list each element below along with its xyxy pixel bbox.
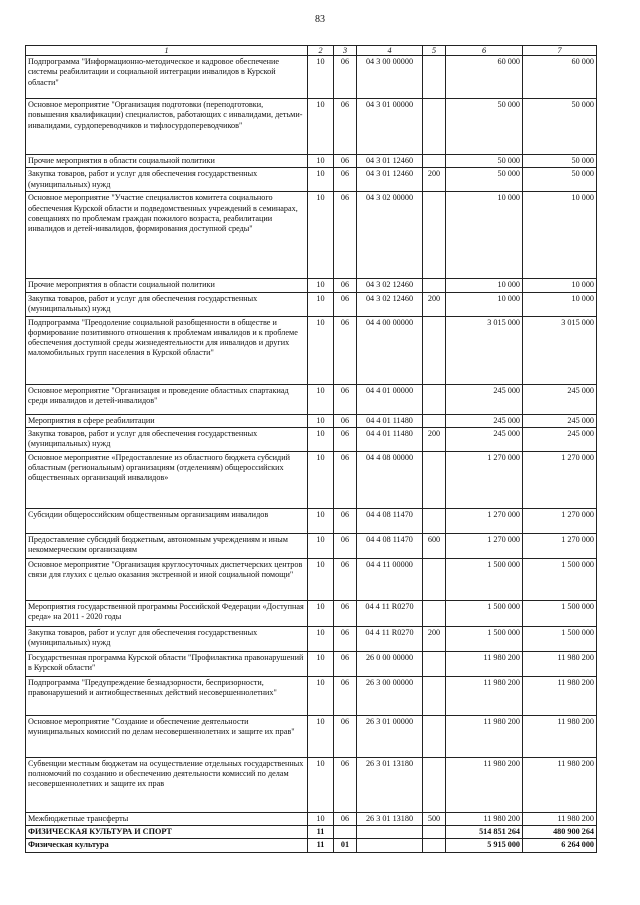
cell-name: Прочие мероприятия в области социальной политики [26, 279, 308, 292]
cell-section: 10 [308, 56, 334, 99]
cell-amount-year2: 1 500 000 [523, 626, 597, 651]
table-row [26, 155, 597, 168]
cell-target-article: 04 4 01 00000 [357, 384, 423, 414]
cell-name: Субвенции местным бюджетам на осуществление отдельных государственных полномочий по созданию и обеспечению деятельности комиссий по делам несовершеннолетних и защите их прав [26, 757, 308, 812]
cell-name: Подпрограмма "Информационно-методическое и кадровое обеспечение системы реабилитации и социальной интеграции инвалидов в Курской области" [26, 56, 308, 99]
cell-target-article: 04 3 02 12460 [357, 279, 423, 292]
cell-amount-year2: 60 000 [523, 56, 597, 99]
cell-amount-year2: 1 500 000 [523, 558, 597, 600]
cell-amount-year1: 10 000 [446, 192, 523, 279]
cell-expense-type [423, 279, 446, 292]
cell-amount-year1: 245 000 [446, 414, 523, 427]
cell-amount-year2: 1 500 000 [523, 600, 597, 626]
cell-amount-year2: 1 270 000 [523, 533, 597, 558]
header-cell-vr: 5 [423, 46, 446, 56]
table-body [26, 56, 597, 853]
cell-expense-type [423, 600, 446, 626]
cell-target-article: 04 3 02 00000 [357, 192, 423, 279]
cell-expense-type [423, 676, 446, 715]
cell-expense-type [423, 451, 446, 508]
cell-subsection: 06 [334, 155, 357, 168]
cell-name: Основное мероприятие «Предоставление из областного бюджета субсидий областным (региональным) организациям (отделениям) общероссийских общественных организаций инвалидов» [26, 451, 308, 508]
cell-subsection: 06 [334, 414, 357, 427]
cell-amount-year2: 11 980 200 [523, 812, 597, 825]
cell-target-article: 04 3 01 12460 [357, 155, 423, 168]
cell-amount-year1: 514 851 264 [446, 826, 523, 839]
table-row [26, 168, 597, 192]
table-row [26, 56, 597, 99]
cell-amount-year1: 11 980 200 [446, 651, 523, 676]
cell-amount-year1: 11 980 200 [446, 676, 523, 715]
cell-section: 10 [308, 414, 334, 427]
cell-amount-year2: 480 900 264 [523, 826, 597, 839]
cell-subsection: 06 [334, 279, 357, 292]
cell-section: 11 [308, 839, 334, 852]
cell-section: 10 [308, 192, 334, 279]
cell-name: Закупка товаров, работ и услуг для обеспечения государственных (муниципальных) нужд [26, 626, 308, 651]
cell-amount-year1: 3 015 000 [446, 316, 523, 384]
cell-section: 10 [308, 279, 334, 292]
cell-section: 10 [308, 508, 334, 533]
cell-expense-type: 200 [423, 427, 446, 451]
cell-target-article: 26 3 01 00000 [357, 715, 423, 757]
cell-section: 10 [308, 533, 334, 558]
cell-section: 10 [308, 451, 334, 508]
cell-subsection [334, 826, 357, 839]
cell-section: 10 [308, 651, 334, 676]
cell-expense-type [423, 316, 446, 384]
cell-amount-year1: 11 980 200 [446, 715, 523, 757]
cell-target-article [357, 826, 423, 839]
table-row [26, 99, 597, 155]
header-cell-csr: 4 [357, 46, 423, 56]
cell-subsection: 06 [334, 99, 357, 155]
header-cell-sum1: 6 [446, 46, 523, 56]
cell-name: Закупка товаров, работ и услуг для обеспечения государственных (муниципальных) нужд [26, 292, 308, 316]
cell-section: 10 [308, 292, 334, 316]
cell-subsection: 06 [334, 715, 357, 757]
budget-table [25, 45, 597, 853]
cell-section: 10 [308, 384, 334, 414]
cell-subsection: 06 [334, 676, 357, 715]
header-cell-rz: 2 [308, 46, 334, 56]
cell-section: 10 [308, 757, 334, 812]
cell-expense-type [423, 826, 446, 839]
cell-name: Государственная программа Курской области "Профилактика правонарушений в Курской области" [26, 651, 308, 676]
cell-name: Закупка товаров, работ и услуг для обеспечения государственных (муниципальных) нужд [26, 427, 308, 451]
cell-section: 10 [308, 558, 334, 600]
table-row [26, 414, 597, 427]
table-row [26, 533, 597, 558]
table-row [26, 826, 597, 839]
table-row [26, 715, 597, 757]
cell-target-article: 04 4 08 00000 [357, 451, 423, 508]
cell-subsection: 06 [334, 651, 357, 676]
cell-amount-year2: 245 000 [523, 427, 597, 451]
cell-expense-type [423, 384, 446, 414]
cell-name: Основное мероприятие "Участие специалистов комитета социального обеспечения Курской области и подведомственных учреждений в семинарах, совещаниях по проблемам граждан пожилого возраста, реабилитации инвалидов и детей-инвалидов, формирования доступной среды" [26, 192, 308, 279]
table-row [26, 600, 597, 626]
cell-target-article: 04 3 01 12460 [357, 168, 423, 192]
cell-name: Физическая культура [26, 839, 308, 852]
cell-subsection: 06 [334, 508, 357, 533]
cell-name: Основное мероприятие "Организация подготовки (переподготовки, повышения квалификации) специалистов, работающих с инвалидами, детьми-инвалидами, сурдопереводчиков и тифлосурдопереводчиков" [26, 99, 308, 155]
cell-expense-type [423, 99, 446, 155]
cell-amount-year1: 60 000 [446, 56, 523, 99]
cell-target-article: 04 4 08 11470 [357, 533, 423, 558]
cell-subsection: 06 [334, 757, 357, 812]
cell-amount-year2: 245 000 [523, 414, 597, 427]
cell-subsection: 06 [334, 812, 357, 825]
cell-expense-type [423, 715, 446, 757]
cell-subsection: 01 [334, 839, 357, 852]
cell-section: 10 [308, 600, 334, 626]
cell-name: Подпрограмма "Предупреждение безнадзорности, беспризорности, правонарушений и антиобщественных действий несовершеннолетних" [26, 676, 308, 715]
cell-expense-type: 600 [423, 533, 446, 558]
table-row [26, 384, 597, 414]
cell-amount-year2: 1 270 000 [523, 508, 597, 533]
cell-amount-year2: 10 000 [523, 292, 597, 316]
cell-expense-type [423, 414, 446, 427]
cell-amount-year1: 245 000 [446, 427, 523, 451]
cell-amount-year2: 6 264 000 [523, 839, 597, 852]
cell-subsection: 06 [334, 192, 357, 279]
cell-amount-year2: 50 000 [523, 155, 597, 168]
cell-name: Межбюджетные трансферты [26, 812, 308, 825]
cell-amount-year1: 10 000 [446, 292, 523, 316]
table-row [26, 508, 597, 533]
cell-target-article: 04 4 08 11470 [357, 508, 423, 533]
cell-name: Мероприятия государственной программы Российской Федерации «Доступная среда» на 2011 - 2020 годы [26, 600, 308, 626]
table-row [26, 651, 597, 676]
cell-name: Подпрограмма "Преодоление социальной разобщенности в обществе и формирование позитивного отношения к проблемам инвалидов и к проблеме обеспечения доступной среды жизнедеятельности для инвалидов и других маломобильных групп населения в Курской области" [26, 316, 308, 384]
cell-target-article: 26 3 01 13180 [357, 757, 423, 812]
cell-expense-type [423, 508, 446, 533]
cell-amount-year2: 50 000 [523, 99, 597, 155]
cell-target-article: 04 4 01 11480 [357, 414, 423, 427]
header-row [26, 46, 597, 56]
cell-section: 10 [308, 676, 334, 715]
cell-section: 10 [308, 99, 334, 155]
cell-amount-year1: 1 270 000 [446, 533, 523, 558]
cell-amount-year1: 1 500 000 [446, 626, 523, 651]
cell-subsection: 06 [334, 292, 357, 316]
cell-amount-year1: 50 000 [446, 168, 523, 192]
cell-expense-type [423, 558, 446, 600]
cell-amount-year2: 11 980 200 [523, 676, 597, 715]
cell-expense-type [423, 757, 446, 812]
cell-amount-year2: 245 000 [523, 384, 597, 414]
cell-target-article: 26 0 00 00000 [357, 651, 423, 676]
cell-amount-year1: 5 915 000 [446, 839, 523, 852]
cell-target-article: 04 4 11 00000 [357, 558, 423, 600]
cell-amount-year1: 11 980 200 [446, 757, 523, 812]
cell-amount-year1: 245 000 [446, 384, 523, 414]
cell-section: 10 [308, 427, 334, 451]
cell-subsection: 06 [334, 626, 357, 651]
cell-expense-type: 200 [423, 168, 446, 192]
cell-expense-type: 200 [423, 626, 446, 651]
cell-name: Основное мероприятие "Создание и обеспечение деятельности муниципальных комиссий по делам несовершеннолетних и защите их прав" [26, 715, 308, 757]
cell-amount-year2: 10 000 [523, 279, 597, 292]
cell-target-article: 26 3 00 00000 [357, 676, 423, 715]
table-row [26, 292, 597, 316]
cell-amount-year2: 11 980 200 [523, 715, 597, 757]
cell-subsection: 06 [334, 384, 357, 414]
cell-section: 10 [308, 812, 334, 825]
cell-target-article: 04 4 11 R0270 [357, 600, 423, 626]
cell-amount-year2: 50 000 [523, 168, 597, 192]
cell-expense-type [423, 192, 446, 279]
cell-expense-type [423, 651, 446, 676]
table-row [26, 676, 597, 715]
cell-target-article: 04 3 02 12460 [357, 292, 423, 316]
cell-subsection: 06 [334, 56, 357, 99]
cell-target-article: 26 3 01 13180 [357, 812, 423, 825]
cell-amount-year1: 1 270 000 [446, 508, 523, 533]
cell-subsection: 06 [334, 533, 357, 558]
table-row [26, 839, 597, 852]
cell-amount-year2: 1 270 000 [523, 451, 597, 508]
cell-amount-year1: 1 270 000 [446, 451, 523, 508]
cell-amount-year1: 11 980 200 [446, 812, 523, 825]
cell-target-article: 04 4 01 11480 [357, 427, 423, 451]
cell-section: 10 [308, 626, 334, 651]
table-row [26, 812, 597, 825]
cell-target-article: 04 4 00 00000 [357, 316, 423, 384]
cell-subsection: 06 [334, 316, 357, 384]
cell-amount-year1: 50 000 [446, 155, 523, 168]
table-row [26, 192, 597, 279]
header-cell-name: 1 [26, 46, 308, 56]
table-row [26, 316, 597, 384]
cell-name: Субсидии общероссийским общественным организациям инвалидов [26, 508, 308, 533]
table-row [26, 558, 597, 600]
table-row [26, 757, 597, 812]
cell-target-article: 04 3 00 00000 [357, 56, 423, 99]
cell-name: Прочие мероприятия в области социальной политики [26, 155, 308, 168]
cell-subsection: 06 [334, 427, 357, 451]
cell-subsection: 06 [334, 451, 357, 508]
cell-expense-type [423, 56, 446, 99]
cell-subsection: 06 [334, 600, 357, 626]
cell-target-article: 04 3 01 00000 [357, 99, 423, 155]
cell-section: 10 [308, 168, 334, 192]
table-row [26, 626, 597, 651]
cell-subsection: 06 [334, 558, 357, 600]
cell-expense-type: 500 [423, 812, 446, 825]
header-cell-sum2: 7 [523, 46, 597, 56]
page-number: 83 [315, 14, 325, 25]
cell-amount-year1: 50 000 [446, 99, 523, 155]
cell-target-article: 04 4 11 R0270 [357, 626, 423, 651]
cell-name: Закупка товаров, работ и услуг для обеспечения государственных (муниципальных) нужд [26, 168, 308, 192]
cell-amount-year2: 11 980 200 [523, 651, 597, 676]
cell-subsection: 06 [334, 168, 357, 192]
cell-amount-year2: 3 015 000 [523, 316, 597, 384]
table-row [26, 427, 597, 451]
cell-section: 11 [308, 826, 334, 839]
cell-expense-type [423, 839, 446, 852]
cell-amount-year1: 1 500 000 [446, 600, 523, 626]
cell-name: Основное мероприятие "Организация и проведение областных спартакиад среди инвалидов и детей-инвалидов" [26, 384, 308, 414]
cell-name: Мероприятия в сфере реабилитации [26, 414, 308, 427]
table-row [26, 279, 597, 292]
cell-amount-year1: 1 500 000 [446, 558, 523, 600]
cell-section: 10 [308, 715, 334, 757]
cell-expense-type [423, 155, 446, 168]
cell-target-article [357, 839, 423, 852]
header-cell-pr: 3 [334, 46, 357, 56]
cell-name: Основное мероприятие "Организация круглосуточных диспетчерских центров связи для глухих с целью оказания экстренной и иной социальной помощи" [26, 558, 308, 600]
cell-amount-year2: 10 000 [523, 192, 597, 279]
cell-expense-type: 200 [423, 292, 446, 316]
cell-section: 10 [308, 155, 334, 168]
cell-amount-year1: 10 000 [446, 279, 523, 292]
cell-amount-year2: 11 980 200 [523, 757, 597, 812]
table-row [26, 451, 597, 508]
cell-name: ФИЗИЧЕСКАЯ КУЛЬТУРА И СПОРТ [26, 826, 308, 839]
cell-name: Предоставление субсидий бюджетным, автономным учреждениям и иным некоммерческим организациям [26, 533, 308, 558]
cell-section: 10 [308, 316, 334, 384]
